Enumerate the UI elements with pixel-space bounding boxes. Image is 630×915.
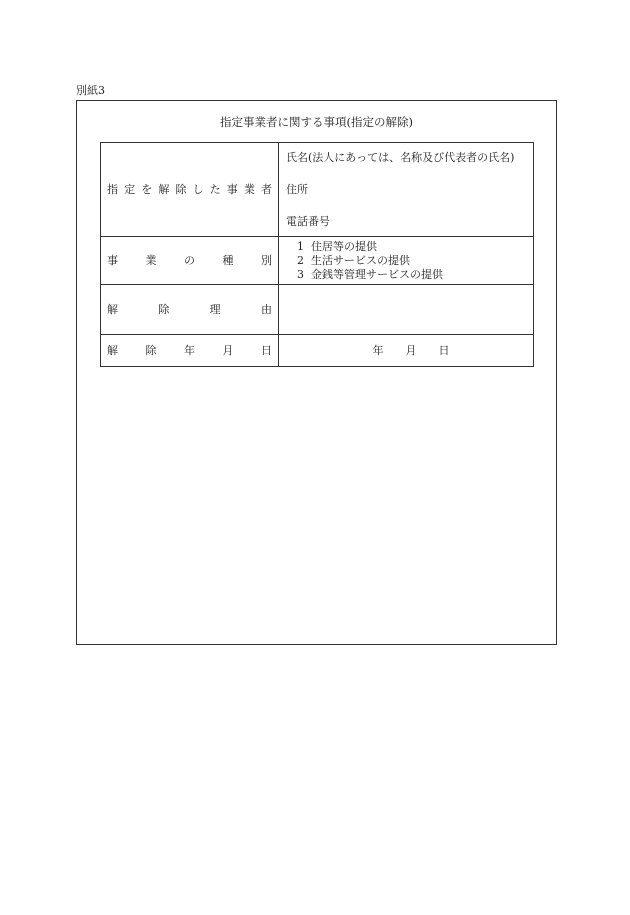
label-char: 月 <box>222 343 234 357</box>
label-business-type <box>101 237 279 285</box>
form-table <box>100 142 534 367</box>
label-char: 除 <box>158 302 170 316</box>
label-char: 日 <box>261 343 272 357</box>
value-date <box>279 335 534 367</box>
value-reason <box>279 285 534 335</box>
name-line: 氏名(法人にあっては、名称及び代表者の氏名) <box>286 150 515 164</box>
attachment-label: 別紙3 <box>76 84 105 97</box>
label-char: 解 <box>107 343 118 357</box>
label-reason <box>101 285 279 335</box>
date-day: 日 <box>438 343 450 357</box>
label-char: 事 <box>107 253 118 267</box>
label-char: た <box>209 182 221 196</box>
table-row-business-operator <box>101 143 534 237</box>
date-year: 年 <box>372 343 384 357</box>
label-char: 定 <box>124 182 136 196</box>
phone-line: 電話番号 <box>286 214 330 228</box>
label-business-operator <box>101 143 279 237</box>
label-char: 種 <box>222 253 234 267</box>
label-char: 由 <box>260 302 272 316</box>
value-business-operator <box>279 143 534 237</box>
address-line: 住所 <box>286 182 308 196</box>
label-char: 業 <box>145 253 157 267</box>
label-date <box>101 335 279 367</box>
table-row-business-type <box>101 237 534 285</box>
label-char: を <box>141 182 153 196</box>
form-title: 指定事業者に関する事項(指定の解除) <box>220 115 413 129</box>
table-row-reason <box>101 285 534 335</box>
form-frame <box>76 100 557 645</box>
label-char: 指 <box>107 182 118 196</box>
label-char: 者 <box>260 182 272 196</box>
label-char: 除 <box>175 182 187 196</box>
label-char: 除 <box>145 343 157 357</box>
label-char: 解 <box>107 302 118 316</box>
table-row-date <box>101 335 534 367</box>
value-business-type <box>279 237 534 285</box>
label-char: し <box>192 182 204 196</box>
business-type-item: 3 金銭等管理サービスの提供 <box>297 267 443 281</box>
label-char: 解 <box>158 182 170 196</box>
business-type-item: 2 生活サービスの提供 <box>297 253 410 267</box>
business-type-item: 1 住居等の提供 <box>297 239 377 253</box>
label-char: 事 <box>226 182 238 196</box>
label-char: 業 <box>243 182 255 196</box>
date-month: 月 <box>405 343 417 357</box>
label-char: の <box>184 253 195 267</box>
label-char: 別 <box>261 253 272 267</box>
label-char: 年 <box>184 343 195 357</box>
label-char: 理 <box>209 302 221 316</box>
